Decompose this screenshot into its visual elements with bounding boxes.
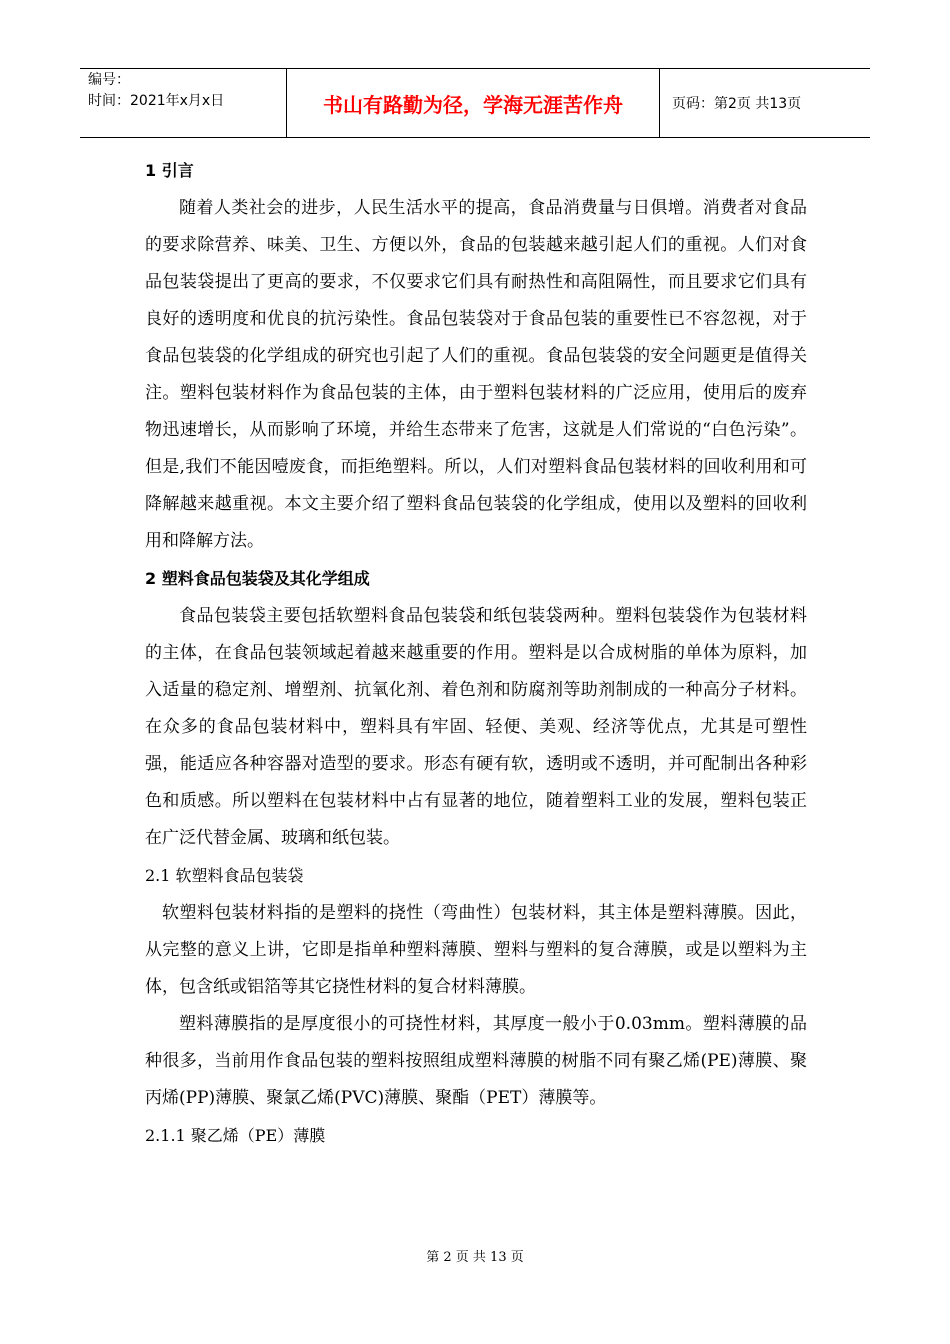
header-code-label: 编号： [88,72,130,88]
section-2-1-paragraph-1: 软塑料包装材料指的是塑料的挠性（弯曲性）包装材料，其主体是塑料薄膜。因此，从完整的意义上讲，它即是指单种塑料薄膜、塑料与塑料的复合薄膜，或是以塑料为主体，包含纸或铝箔等其它挠性材料的复合材料薄膜。 [145,903,807,997]
section-2-1-paragraph-2: 塑料薄膜指的是厚度很小的可挠性材料，其厚度一般小于0.03mm。塑料薄膜的品种很多，当前用作食品包装的塑料按照组成塑料薄膜的树脂不同有聚乙烯(PE)薄膜、聚丙烯(PP)薄膜、聚氯乙烯(PVC)薄膜、聚酯（PET）薄膜等。 [145,1014,807,1108]
header-meta [80,69,287,137]
section-2-1-title: 2.1 软塑料食品包装袋 [145,866,304,885]
header-time-label: 时间：2021年x月x日 [88,93,225,109]
header-page-info-text: 页码：第2页 共13页 [672,96,802,112]
section-1-paragraph: 随着人类社会的进步，人民生活水平的提高，食品消费量与日俱增。消费者对食品的要求除营养、味美、卫生、方便以外，食品的包装越来越引起人们的重视。人们对食品包装袋提出了更高的要求，不仅要求它们具有耐热性和高阻隔性，而且要求它们具有良好的透明度和优良的抗污染性。食品包装袋对于食品包装的重要性已不容忽视，对于食品包装袋的化学组成的研究也引起了人们的重视。食品包装袋的安全问题更是值得关注。塑料包装材料作为食品包装的主体，由于塑料包装材料的广泛应用，使用后的废弃物迅速增长，从而影响了环境，并给生态带来了危害，这就是人们常说的“白色污染”。但是,我们不能因噎废食，而拒绝塑料。所以，人们对塑料食品包装材料的回收利用和可降解越来越重视。本文主要介绍了塑料食品包装袋的化学组成，使用以及塑料的回收利用和降解方法。 [145,198,807,551]
section-2-title: 2 塑料食品包装袋及其化学组成 [145,569,370,588]
header-motto-text: 书山有路勤为径，学海无涯苦作舟 [323,92,623,117]
header-page-info [660,69,801,137]
document-body [145,152,807,1155]
page-footer [0,1246,950,1265]
section-2-1-1-title: 2.1.1 聚乙烯（PE）薄膜 [145,1126,326,1145]
footer-page-number: 第 2 页 共 13 页 [426,1250,524,1265]
section-2-paragraph: 食品包装袋主要包括软塑料食品包装袋和纸包装袋两种。塑料包装袋作为包装材料的主体，在食品包装领域起着越来越重要的作用。塑料是以合成树脂的单体为原料，加入适量的稳定剂、增塑剂、抗氧化剂、着色剂和防腐剂等助剂制成的一种高分子材料。在众多的食品包装材料中，塑料具有牢固、轻便、美观、经济等优点，尤其是可塑性强，能适应各种容器对造型的要求。形态有硬有软，透明或不透明，并可配制出各种彩色和质感。所以塑料在包装材料中占有显著的地位，随着塑料工业的发展，塑料包装正在广泛代替金属、玻璃和纸包装。 [145,606,807,848]
page-header [80,68,870,138]
header-motto [287,69,660,137]
section-1-title: 1 引言 [145,161,194,180]
